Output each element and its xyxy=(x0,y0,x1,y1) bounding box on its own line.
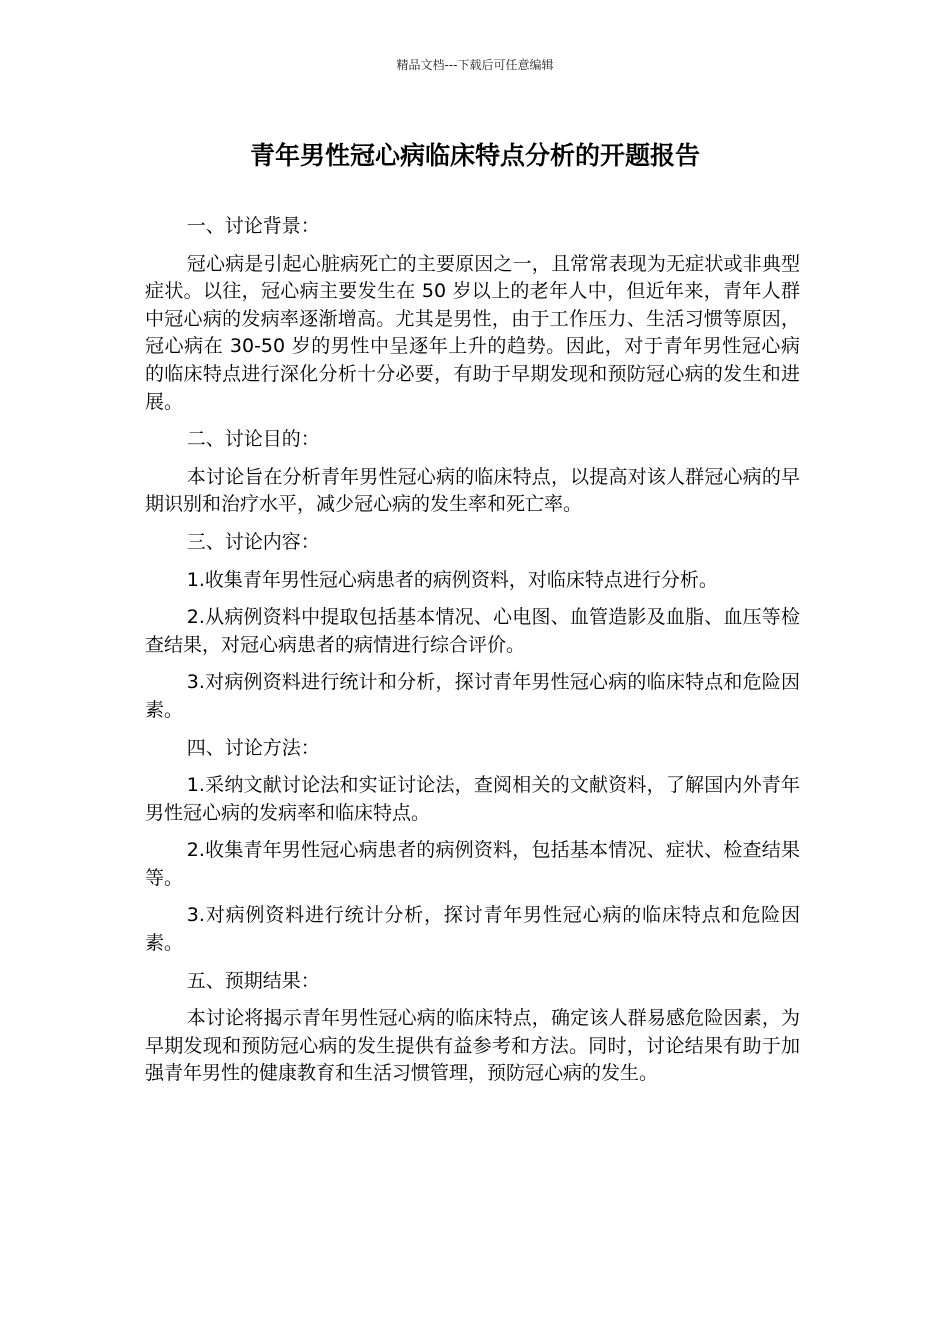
content-item-2: 2.从病例资料中提取包括基本情况、心电图、血管造影及血脂、血压等检查结果，对冠心病患者的病情进行综合评价。 xyxy=(145,606,800,656)
purpose-paragraph: 本讨论旨在分析青年男性冠心病的临床特点，以提高对该人群冠心病的早期识别和治疗水平，减少冠心病的发生率和死亡率。 xyxy=(145,465,800,516)
section-heading-background: 一、讨论背景： xyxy=(186,215,320,237)
section-heading-methods: 四、讨论方法： xyxy=(186,736,320,759)
document-title: 青年男性冠心病临床特点分析的开题报告 xyxy=(249,141,700,170)
content-item-3: 3.对病例资料进行统计和分析，探讨青年男性冠心病的临床特点和危险因素。 xyxy=(145,671,800,721)
section-heading-purpose: 二、讨论目的： xyxy=(186,428,320,451)
expected-results-paragraph: 本讨论将揭示青年男性冠心病的临床特点，确定该人群易感危险因素，为早期发现和预防冠心病的发生提供有益参考和方法。同时，讨论结果有助于加强青年男性的健康教育和生活习惯管理，预防冠心病的发生。 xyxy=(145,1007,800,1085)
method-item-1: 1.采纳文献讨论法和实证讨论法，查阅相关的文献资料，了解国内外青年男性冠心病的发病率和临床特点。 xyxy=(145,774,800,824)
content-item-1: 1.收集青年男性冠心病患者的病例资料，对临床特点进行分析。 xyxy=(186,568,718,591)
section-heading-content: 三、讨论内容： xyxy=(186,530,320,553)
document-body xyxy=(145,213,800,1098)
background-paragraph: 冠心病是引起心脏病死亡的主要原因之一，且常常表现为无症状或非典型症状。以往，冠心病主要发生在 50 岁以上的老年人中，但近年来，青年人群中冠心病的发病率逐渐增高。尤其是男性，由于工作压力、生活习惯等原因，冠心病在 30-50 岁的男性中呈逐年上升的趋势。因此，对于青年男性冠心病的临床特点进行深化分析十分必要，有助于早期发现和预防冠心病的发生和进展。 xyxy=(145,252,800,413)
page-header-note: 精品文档---下载后可任意编辑 xyxy=(396,58,554,72)
method-item-2: 2.收集青年男性冠心病患者的病例资料，包括基本情况、症状、检查结果等。 xyxy=(145,839,800,889)
section-heading-expected-results: 五、预期结果： xyxy=(186,969,320,992)
method-item-3: 3.对病例资料进行统计分析，探讨青年男性冠心病的临床特点和危险因素。 xyxy=(145,904,800,955)
